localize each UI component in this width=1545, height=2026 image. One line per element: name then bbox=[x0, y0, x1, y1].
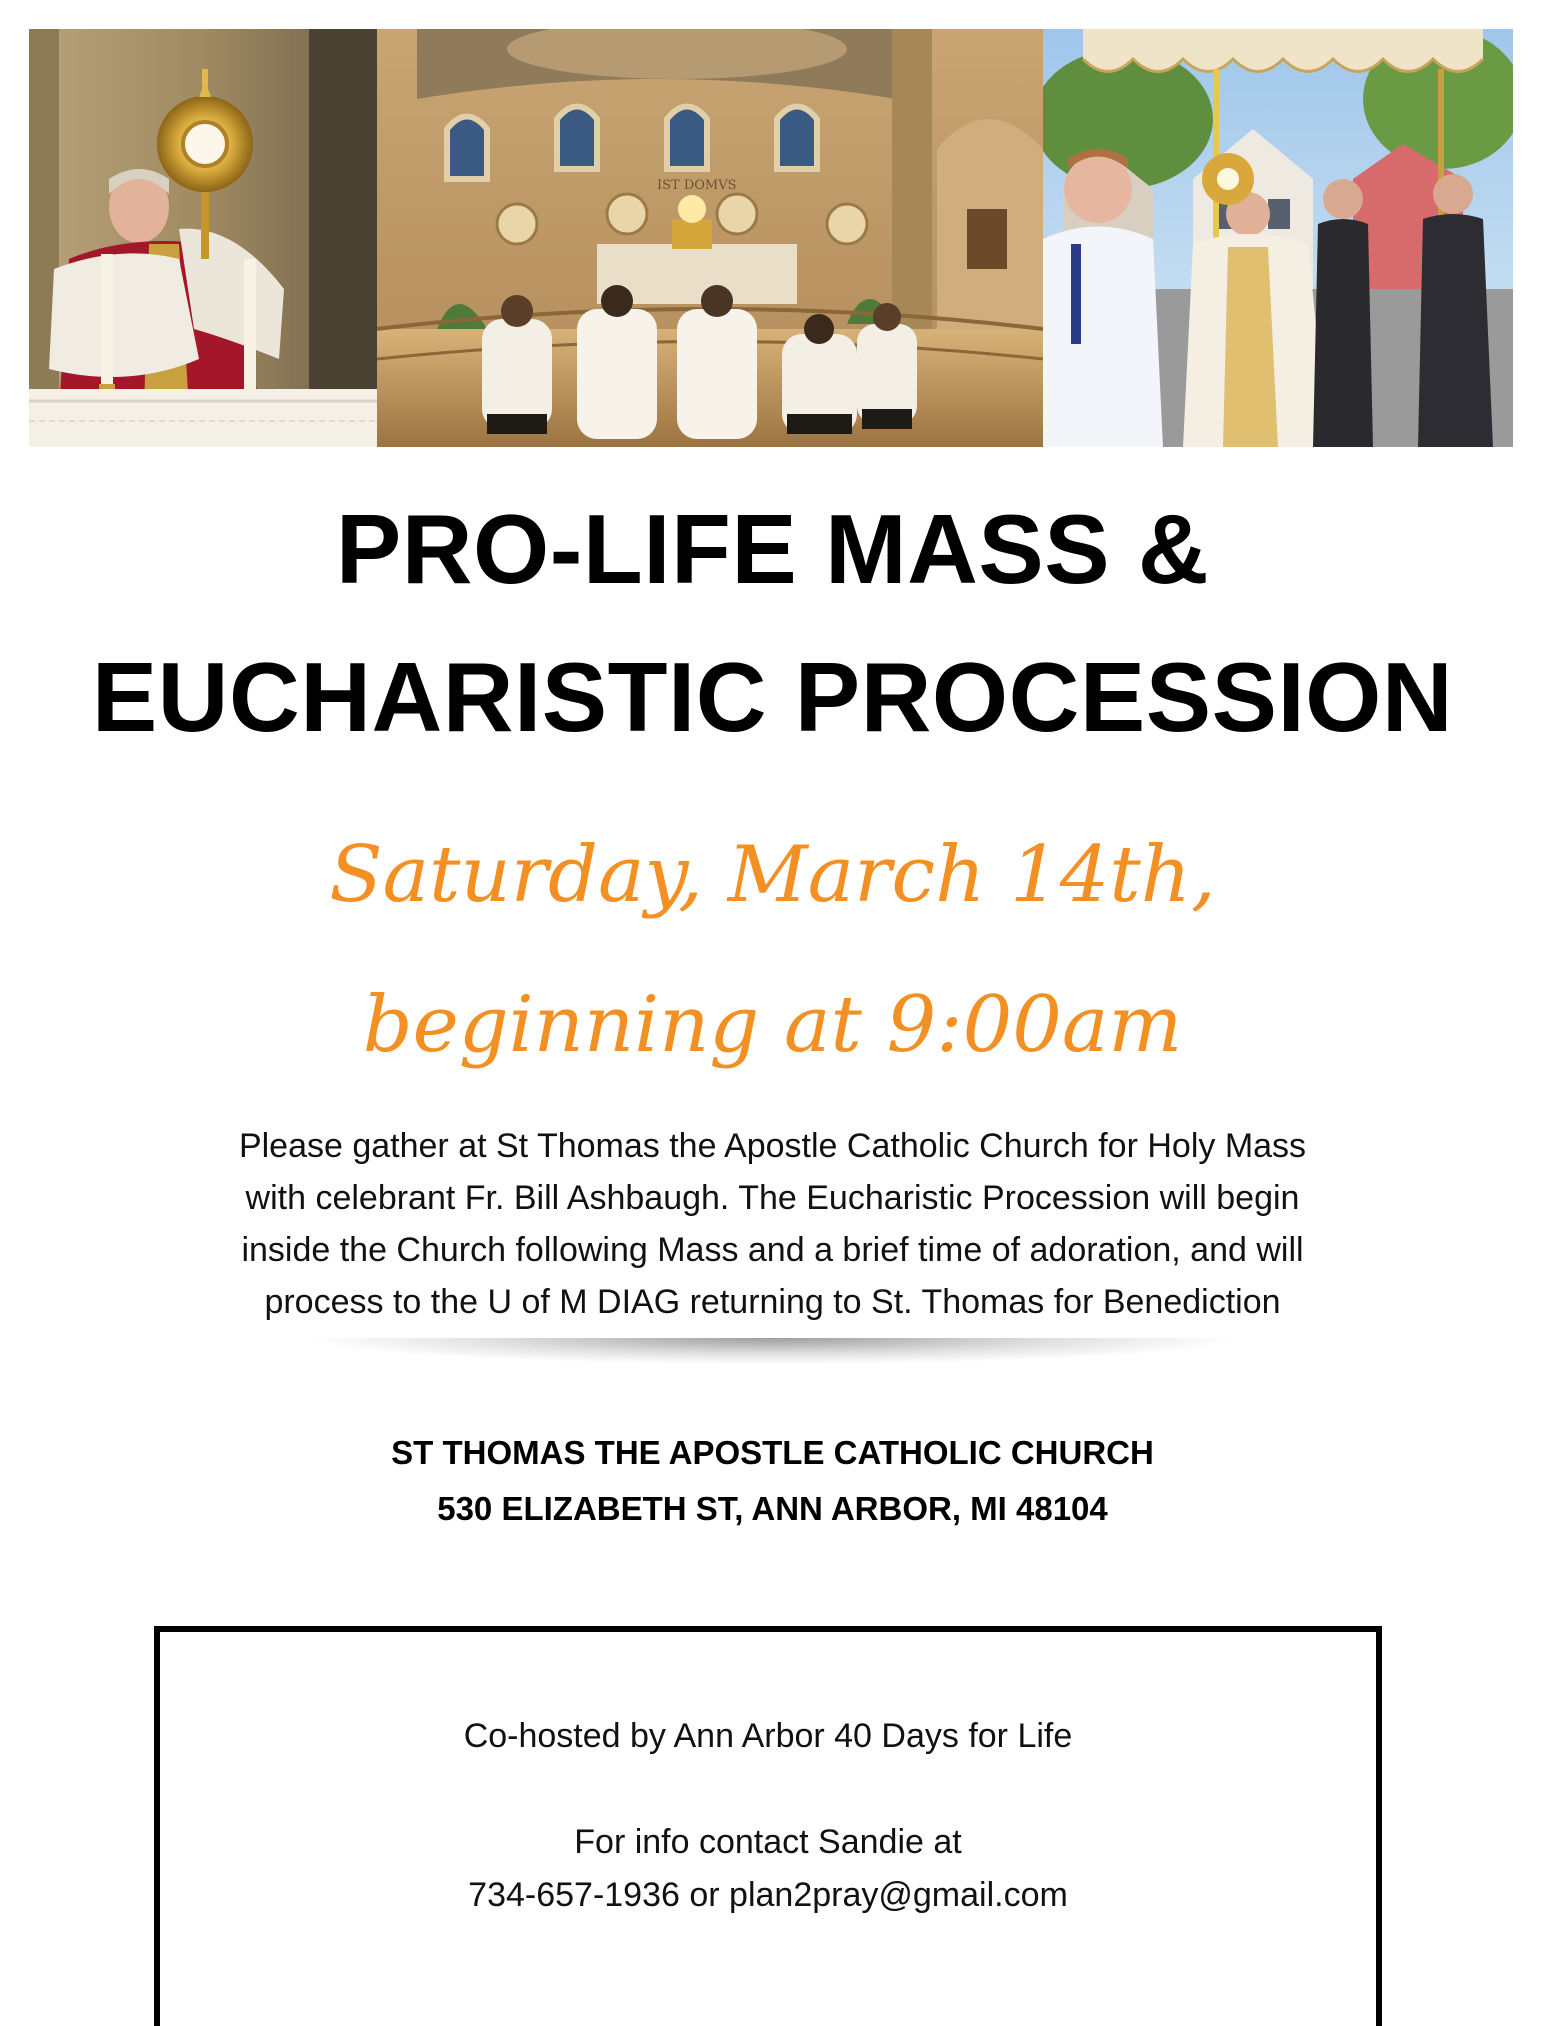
contact-label: For info contact Sandie at bbox=[574, 1823, 962, 1861]
contact-text bbox=[160, 1710, 1376, 1922]
outdoor-procession-icon bbox=[1043, 29, 1513, 447]
event-date bbox=[40, 800, 1505, 1100]
priest-with-monstrance-photo bbox=[29, 29, 377, 447]
date-line-1: Saturday, March 14th, bbox=[329, 830, 1216, 920]
church-sanctuary-icon bbox=[377, 29, 1043, 447]
cohost-text: Co-hosted by Ann Arbor 40 Days for Life bbox=[463, 1717, 1073, 1755]
priest-with-monstrance-icon bbox=[29, 29, 377, 447]
event-description bbox=[160, 1120, 1385, 1328]
date-line-2: beginning at 9:00am bbox=[362, 980, 1183, 1070]
photo-strip bbox=[29, 29, 1513, 447]
church-address bbox=[40, 1425, 1505, 1537]
outdoor-procession-photo bbox=[1043, 29, 1513, 447]
description-line-2: with celebrant Fr. Bill Ashbaugh. The Eucharistic Procession will begin bbox=[245, 1179, 1300, 1217]
description-line-4: process to the U of M DIAG returning to St. Thomas for Benediction bbox=[264, 1283, 1281, 1321]
shadow-divider bbox=[150, 1338, 1395, 1388]
church-name: ST THOMAS THE APOSTLE CATHOLIC CHURCH bbox=[391, 1434, 1154, 1471]
description-line-1: Please gather at St Thomas the Apostle Catholic Church for Holy Mass bbox=[238, 1127, 1307, 1165]
description-line-3: inside the Church following Mass and a brief time of adoration, and will bbox=[241, 1231, 1304, 1269]
headline-line-2: EUCHARISTIC PROCESSION bbox=[91, 642, 1454, 752]
apse-inscription: IST DOMVS bbox=[657, 178, 737, 193]
church-sanctuary-photo bbox=[377, 29, 1043, 447]
contact-box bbox=[154, 1626, 1382, 2026]
church-street: 530 ELIZABETH ST, ANN ARBOR, MI 48104 bbox=[437, 1490, 1108, 1527]
headline-line-1: PRO-LIFE MASS & bbox=[335, 494, 1210, 604]
event-headline bbox=[40, 475, 1505, 771]
contact-phone-email[interactable]: 734-657-1936 or plan2pray@gmail.com bbox=[468, 1876, 1068, 1914]
